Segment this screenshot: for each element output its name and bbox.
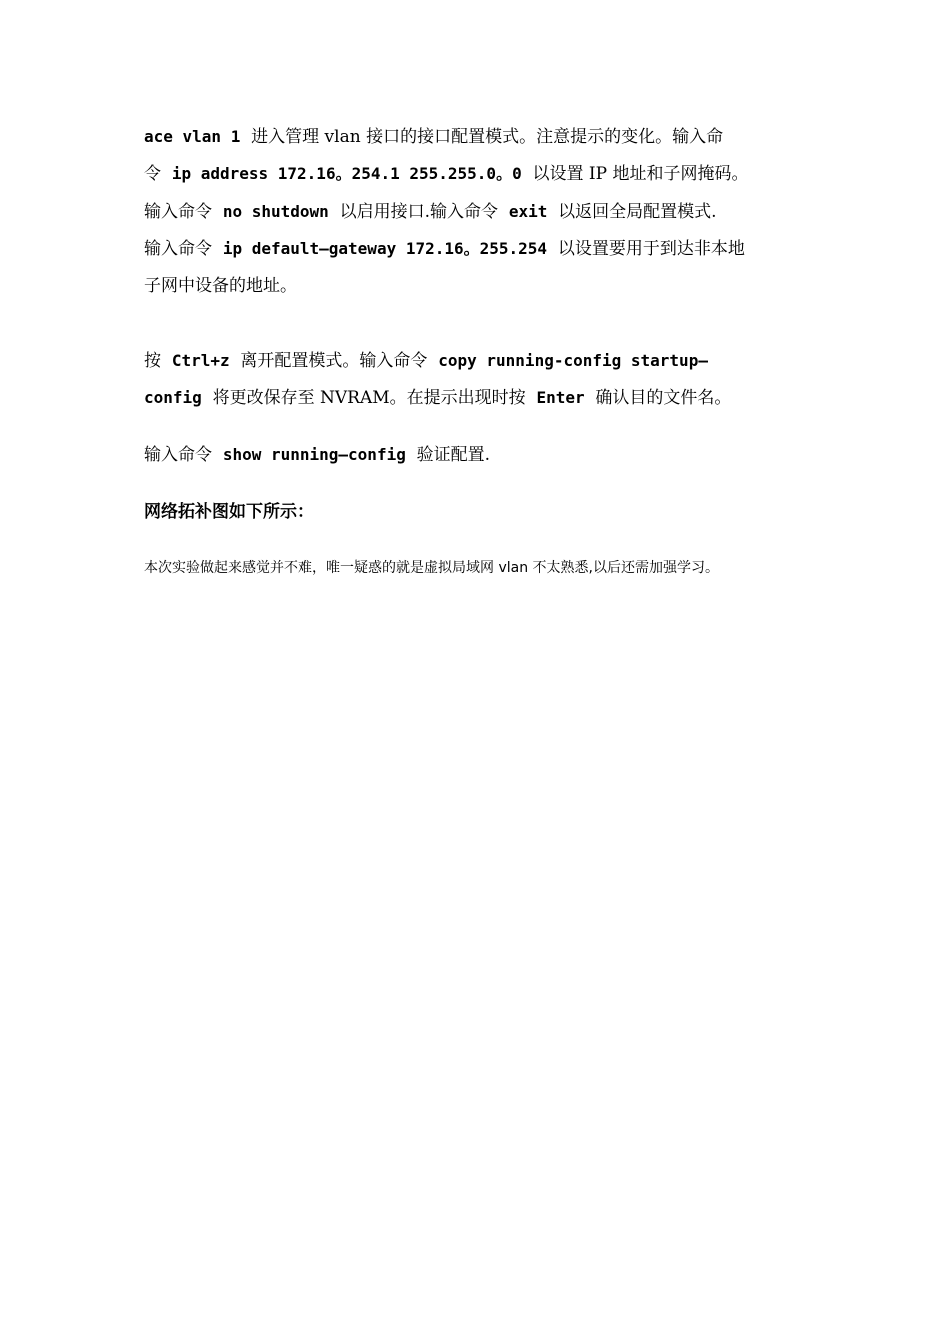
command-text: ip address 172.16。254.1 255.255.0。0 xyxy=(171,164,522,183)
instruction-text: 按 xyxy=(144,351,172,371)
instruction-text: 确认目的文件名。 xyxy=(584,388,732,408)
command-text: show running—config xyxy=(222,445,406,464)
command-text: Enter xyxy=(536,388,585,407)
instruction-text: 输入命令 xyxy=(144,445,223,465)
instruction-line xyxy=(144,349,708,373)
instruction-line xyxy=(144,274,297,298)
instruction-text: 以启用接口.输入命令 xyxy=(328,202,509,222)
instruction-text: 将更改保存至 NVRAM。在提示出现时按 xyxy=(201,388,537,408)
instruction-text: 输入命令 xyxy=(144,202,223,222)
instruction-text: 以返回全局配置模式. xyxy=(547,202,717,222)
command-text: ip default—gateway 172.16。255.254 xyxy=(222,239,548,258)
instruction-text: 以设置 IP 地址和子网掩码。 xyxy=(521,164,749,184)
conclusion-paragraph: 本次实验做起来感觉并不难，唯一疑惑的就是虚拟局域网 vlan 不太熟悉,以后还需加强学习。 xyxy=(144,560,719,576)
instruction-line xyxy=(144,443,490,467)
instruction-text: 离开配置模式。输入命令 xyxy=(229,351,439,371)
instruction-text: 验证配置. xyxy=(405,445,491,465)
command-text: config xyxy=(144,388,202,407)
instruction-text: 令 xyxy=(144,164,172,184)
instruction-line xyxy=(144,200,717,224)
command-text: ace vlan 1 xyxy=(144,127,241,146)
instruction-line xyxy=(144,386,731,410)
command-text: no shutdown xyxy=(222,202,329,221)
instruction-line xyxy=(144,237,745,261)
instruction-text: 进入管理 vlan 接口的接口配置模式。注意提示的变化。输入命 xyxy=(240,127,724,147)
instruction-text: 子网中设备的地址。 xyxy=(144,276,297,296)
command-text: exit xyxy=(508,202,548,221)
instruction-line xyxy=(144,125,723,149)
instruction-text: 输入命令 xyxy=(144,239,223,259)
command-text: copy running-config startup— xyxy=(438,351,708,370)
instruction-line xyxy=(144,162,748,186)
instruction-text: 以设置要用于到达非本地 xyxy=(547,239,745,259)
section-heading: 网络拓补图如下所示： xyxy=(144,502,314,522)
command-text: Ctrl+z xyxy=(171,351,230,370)
